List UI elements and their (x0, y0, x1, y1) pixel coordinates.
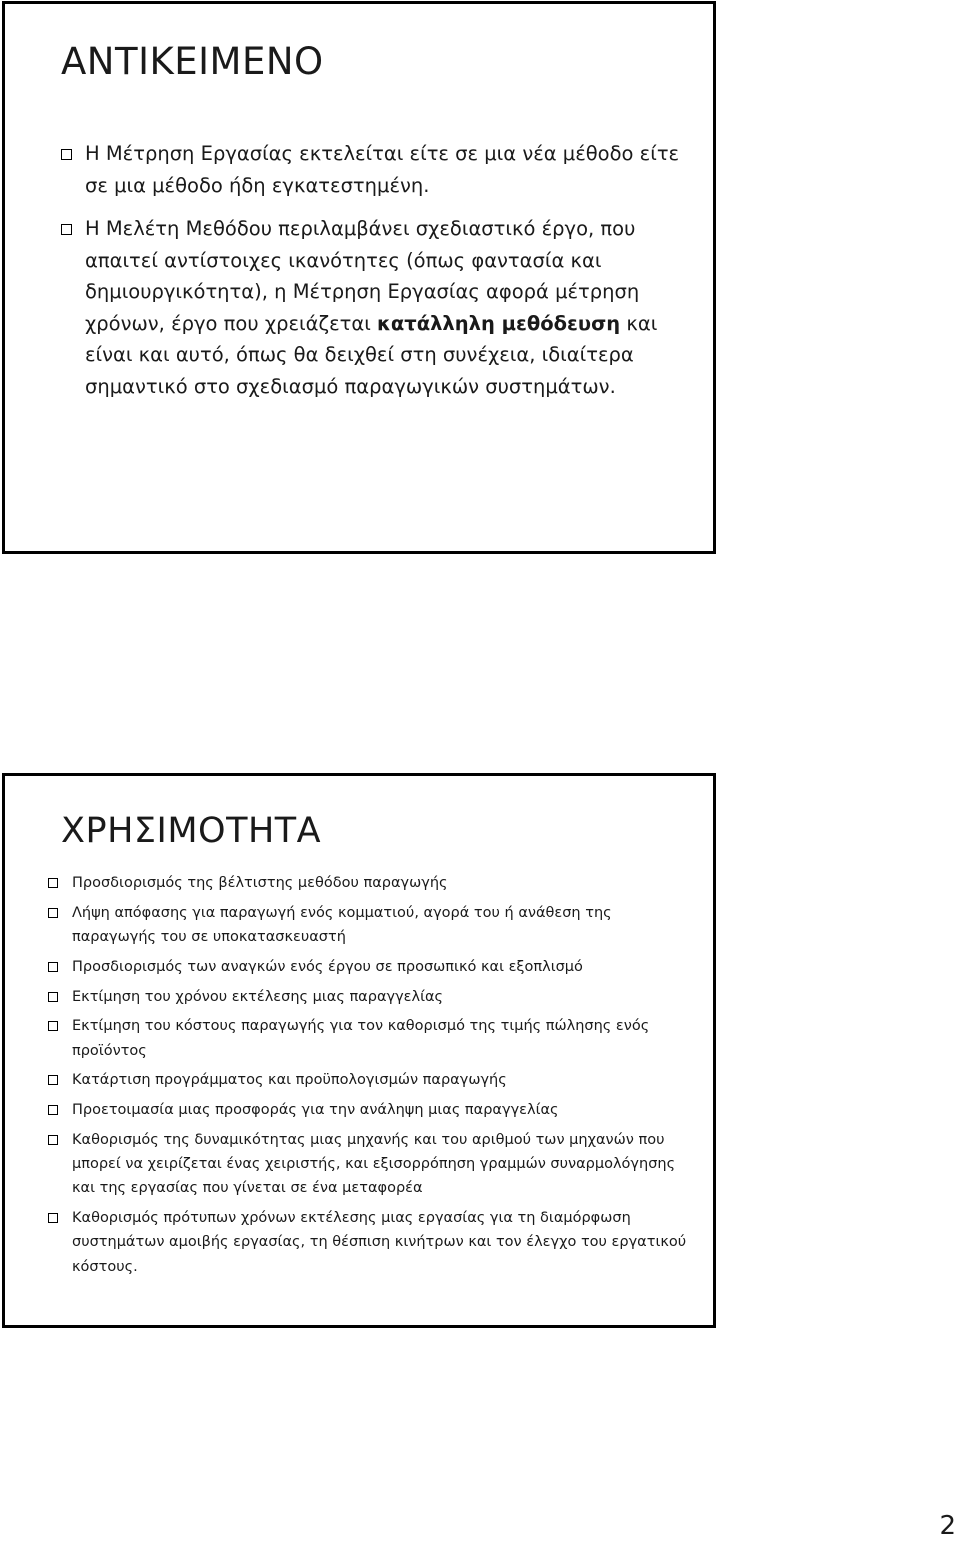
bullet-text (85, 213, 685, 402)
bullet-text: Καθορισμός της δυναμικότητας μιας μηχανής και του αριθμού των μηχανών που μπορεί να χειρίζεται ένας χειριστής, και εξισορρόπηση γραμμών συναρμολόγησης και της εργασίας που γίνεται σε ένα μεταφορέα (72, 1131, 676, 1197)
square-bullet-icon (48, 1105, 58, 1115)
square-bullet-icon (48, 1075, 58, 1085)
bullet-item (72, 1068, 697, 1092)
bullet-text: Προσδιορισμός της βέλτιστης μεθόδου παραγωγής (72, 875, 448, 891)
bullet-item (72, 1014, 697, 1062)
square-bullet-icon (61, 224, 72, 235)
square-bullet-icon (48, 878, 58, 888)
square-bullet-icon (48, 908, 58, 918)
slide-xrisimotita (2, 773, 716, 1328)
bullet-item (72, 1206, 697, 1279)
bullet-text-emphasis: κατάλληλη μεθόδευση (377, 311, 621, 335)
bullet-item (72, 871, 697, 895)
bullet-text: Προετοιμασία μιας προσφοράς για την ανάληψη μιας παραγγελίας (72, 1102, 559, 1119)
bullet-item (85, 213, 685, 402)
slide-title: ΑΝΤΙΚΕΙΜΕΝΟ (61, 40, 324, 83)
square-bullet-icon (48, 992, 58, 1002)
bullet-item (72, 1098, 697, 1122)
square-bullet-icon (48, 962, 58, 972)
bullet-item (85, 138, 685, 201)
bullet-item (72, 1128, 697, 1201)
bullet-text: Καθορισμός πρότυπων χρόνων εκτέλεσης μιας εργασίας για τη διαμόρφωση συστημάτων αμοιβής εργασίας, τη θέσπιση κινήτρων και τον έλεγχο του εργατικού κόστους. (72, 1210, 687, 1275)
square-bullet-icon (48, 1135, 58, 1145)
bullet-text: Λήψη απόφασης για παραγωγή ενός κομματιού, αγορά του ή ανάθεση της παραγωγής του σε υποκατασκευαστή (72, 904, 612, 945)
bullet-list (72, 871, 697, 1284)
square-bullet-icon (61, 149, 72, 160)
bullet-text: Εκτίμηση του χρόνου εκτέλεσης μιας παραγγελίας (72, 988, 444, 1005)
square-bullet-icon (48, 1021, 58, 1031)
bullet-item (72, 985, 697, 1009)
bullet-text: Προσδιορισμός των αναγκών ενός έργου σε προσωπικό και εξοπλισμό (72, 958, 583, 975)
bullet-text: Εκτίμηση του κόστους παραγωγής για τον καθορισμό της τιμής πώλησης ενός προϊόντος (72, 1018, 650, 1059)
slide-title: ΧΡΗΣΙΜΟΤΗΤΑ (61, 811, 322, 851)
bullet-text: Κατάρτιση προγράμματος και προϋπολογισμών παραγωγής (72, 1072, 507, 1089)
bullet-item (72, 955, 697, 979)
square-bullet-icon (48, 1213, 58, 1223)
slide-antikeimeno (2, 1, 716, 554)
page-number: 2 (939, 1511, 956, 1541)
bullet-text: Η Μέτρηση Εργασίας εκτελείται είτε σε μια νέα μέθοδο είτε σε μια μέθοδο ήδη εγκατεστημένη. (85, 142, 680, 197)
bullet-text-part: Η Μελέτη Μεθόδου περιλαμβάνει σχεδιαστικό έργο, που απαιτεί αντίστοιχες ικανότητες (όπως φαντασία και δημιουργικότητα), η Μέτρηση Εργασίας αφορά μέτρηση χρόνων, έργο που χρειάζεται (85, 217, 640, 335)
bullet-list (85, 138, 685, 414)
bullet-text-part: και είναι και αυτό, όπως θα δειχθεί στη συνέχεια, ιδιαίτερα σημαντικό στο σχεδιασμό παραγωγικών συστημάτων. (85, 311, 658, 398)
bullet-item (72, 901, 697, 949)
